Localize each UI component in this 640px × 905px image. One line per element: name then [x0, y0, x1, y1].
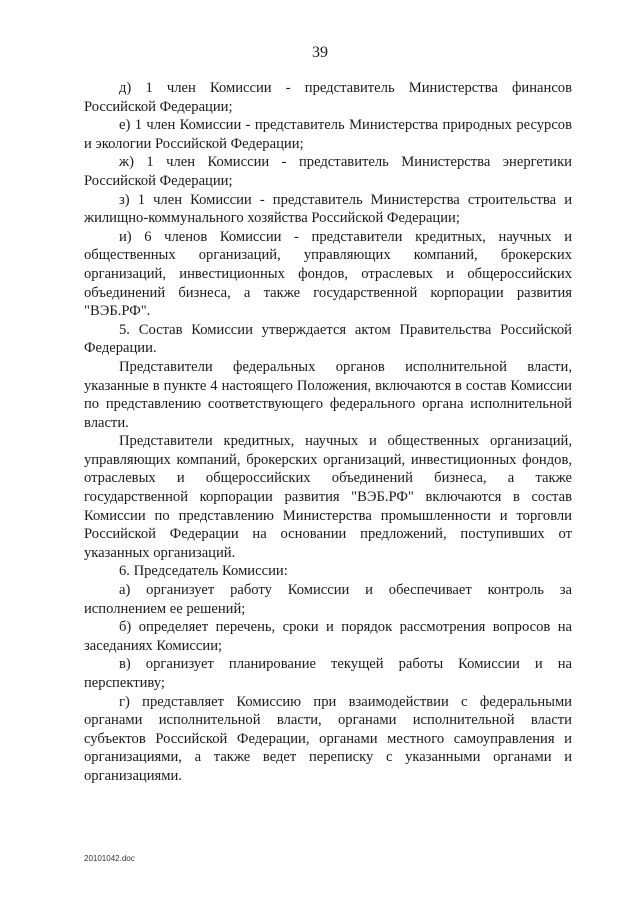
paragraph-zh: ж) 1 член Комиссии - представитель Министерства энергетики Российской Федерации; [84, 154, 572, 189]
paragraph-section-5: 5. Состав Комиссии утверждается актом Правительства Российской Федерации. [84, 321, 572, 357]
paragraph-organization-representatives: Представители кредитных, научных и общественных организаций, управляющих компаний, брокерских организаций, инвестиционных фондов, отраслевых и общероссийских объединений бизнеса, а также государственной корпорации развития "ВЭБ.РФ" включаются в состав Комиссии по представлению Министерства промышленности и торговли Российской Федерации на основании предложений, поступивших от указанных организаций. [84, 433, 572, 561]
paragraph-z: з) 1 член Комиссии - представитель Министерства строительства и жилищно-коммунального хозяйства Российской Федерации; [84, 191, 572, 227]
paragraph-e: е) 1 член Комиссии - представитель Министерства природных ресурсов и экологии Российской Федерации; [84, 117, 572, 152]
page-number: 39 [312, 44, 328, 61]
file-name-footer: 20101042.doc [84, 854, 135, 863]
paragraph-a: а) организует работу Комиссии и обеспечивает контроль за исполнением ее решений; [84, 582, 572, 617]
paragraph-d: д) 1 член Комиссии - представитель Министерства финансов Российской Федерации; [84, 80, 572, 115]
paragraph-b: б) определяет перечень, сроки и порядок рассмотрения вопросов на заседаниях Комиссии; [84, 619, 572, 654]
paragraph-v: в) организует планирование текущей работы Комиссии и на перспективу; [84, 656, 572, 691]
paragraph-section-6: 6. Председатель Комиссии: [119, 563, 288, 580]
document-body [84, 79, 572, 786]
paragraph-g: г) представляет Комиссию при взаимодействии с федеральными органами исполнительной власти, органами исполнительной власти субъектов Российской Федерации, органами местного самоуправления и организациями, а также ведет переписку с указанными органами и организациями. [84, 693, 572, 784]
paragraph-federal-representatives: Представители федеральных органов исполнительной власти, указанные в пункте 4 настоящего Положения, включаются в состав Комиссии по представлению соответствующего федерального органа исполнительной власти. [84, 358, 572, 431]
paragraph-i: и) 6 членов Комиссии - представители кредитных, научных и общественных организаций, управляющих компаний, брокерских организаций, инвестиционных фондов, отраслевых и общероссийских объединений бизнеса, а также государственной корпорации развития "ВЭБ.РФ". [84, 228, 572, 320]
